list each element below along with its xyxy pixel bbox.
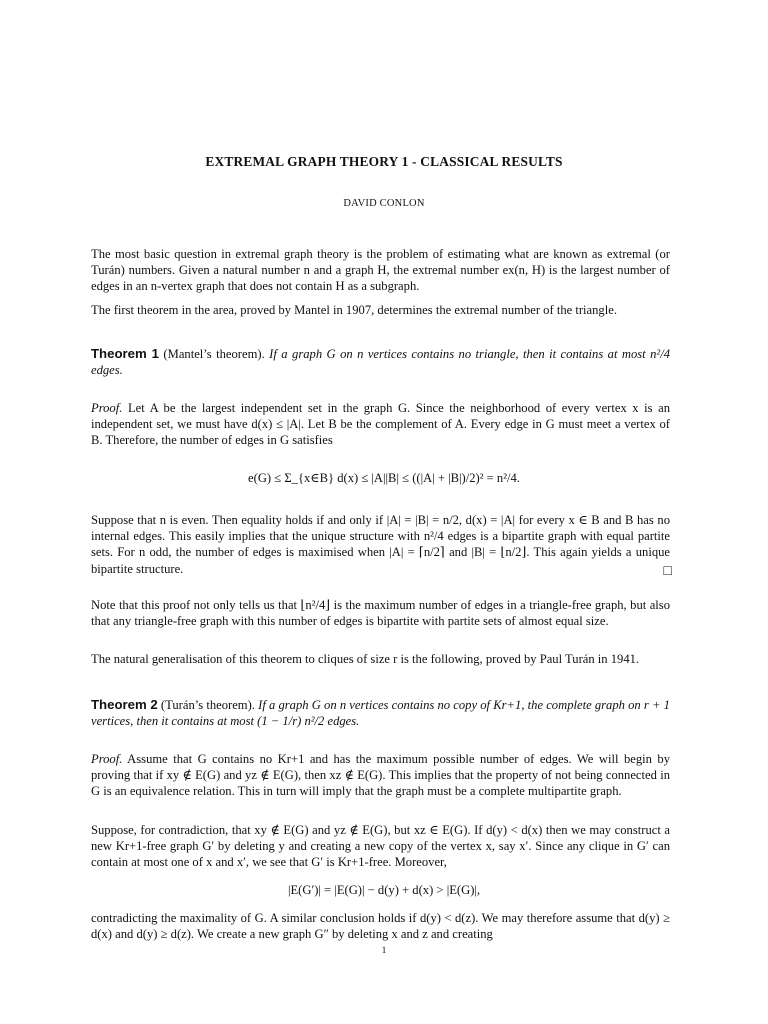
theorem-2-name: (Turán’s theorem). [160,698,255,712]
equation-1: e(G) ≤ Σ_{x∈B} d(x) ≤ |A||B| ≤ ((|A| + |B|)/2)² = n²/4. [248,471,520,485]
proof-1 [91,400,670,449]
theorem-2-head: Theorem 2 [91,697,158,712]
page-number: 1 [381,946,387,956]
paper-author: DAVID CONLON [343,198,425,209]
theorem-1-name: (Mantel’s theorem). [163,347,265,361]
mantel-intro-paragraph: The first theorem in the area, proved by Mantel in 1907, determines the extremal number of the triangle. [91,303,617,317]
turan-intro-paragraph: The natural generalisation of this theorem to cliques of size r is the following, proved by Paul Turán in 1941. [91,652,640,666]
note-paragraph: Note that this proof not only tells us that ⌊n²/4⌋ is the maximum number of edges in a triangle-free graph, but also that any triangle-free graph with this number of edges is bipartite with partite sets of almost equal size. [91,598,670,629]
intro-paragraph: The most basic question in extremal graph theory is the problem of estimating what are known as extremal (or Turán) numbers. Given a natural number n and a graph H, the extremal number ex(n, H) is the largest number of edges in an n-vertex graph that does not contain H as a subgraph. [91,247,670,294]
theorem-1 [91,346,670,378]
proof-2-text: Assume that G contains no Kr+1 and has the maximum possible number of edges. We will begin by proving that if xy ∉ E(G) and yz ∉ E(G), then xz ∉ E(G). This implies that the property of not being connected in G is an equivalence relation. This in turn will imply that the graph must be a complete multipartite graph. [91,752,670,799]
proof-1-text: Let A be the largest independent set in the graph G. Since the neighborhood of every vertex x is an independent set, we must have d(x) ≤ |A|. Let B be the complement of A. Every edge in G must meet a vertex of B. Therefore, the number of edges in G satisfies [91,401,670,448]
qed-symbol: □ [663,564,672,579]
maximality-paragraph: contradicting the maximality of G. A similar conclusion holds if d(y) < d(z). We may therefore assume that d(y) ≥ d(x) and d(y) ≥ d(z). We create a new graph G″ by deleting x and z and creating [91,911,670,942]
equation-2: |E(G′)| = |E(G)| − d(y) + d(x) > |E(G)|, [287,883,481,897]
theorem-2-statement: If a graph G on n vertices contains no copy of Kr+1, the complete graph on r + 1 vertices, then it contains at most (1 − 1/r) n²/2 edges. [91,698,670,729]
theorem-1-statement: If a graph G on n vertices contains no triangle, then it contains at most n²/4 edges. [91,347,670,378]
theorem-1-head: Theorem 1 [91,346,159,361]
paper-title: EXTREMAL GRAPH THEORY 1 - CLASSICAL RESULTS [205,154,563,169]
equality-paragraph: Suppose that n is even. Then equality holds if and only if |A| = |B| = n/2, d(x) = |A| for every x ∈ B and B has no internal edges. This easily implies that the unique structure with n²/4 edges is a bipartite graph with equal partite sets. For n odd, the number of edges is maximised when |A| = ⌈n/2⌉ and |B| = ⌊n/2⌋. This again yields a unique bipartite structure. [91,513,670,576]
proof-1-head: Proof. [91,401,123,415]
proof-2-head: Proof. [91,752,123,766]
theorem-2 [91,697,670,729]
proof-2 [91,751,670,800]
contradiction-paragraph: Suppose, for contradiction, that xy ∉ E(G) and yz ∉ E(G), but xz ∈ E(G). If d(y) < d(x) then we may construct a new Kr+1-free graph G′ by deleting y and creating a new copy of the vertex x, say x′. Since any clique in G′ can contain at most one of x and x′, we see that G′ is Kr+1-free. Moreover, [91,823,670,870]
